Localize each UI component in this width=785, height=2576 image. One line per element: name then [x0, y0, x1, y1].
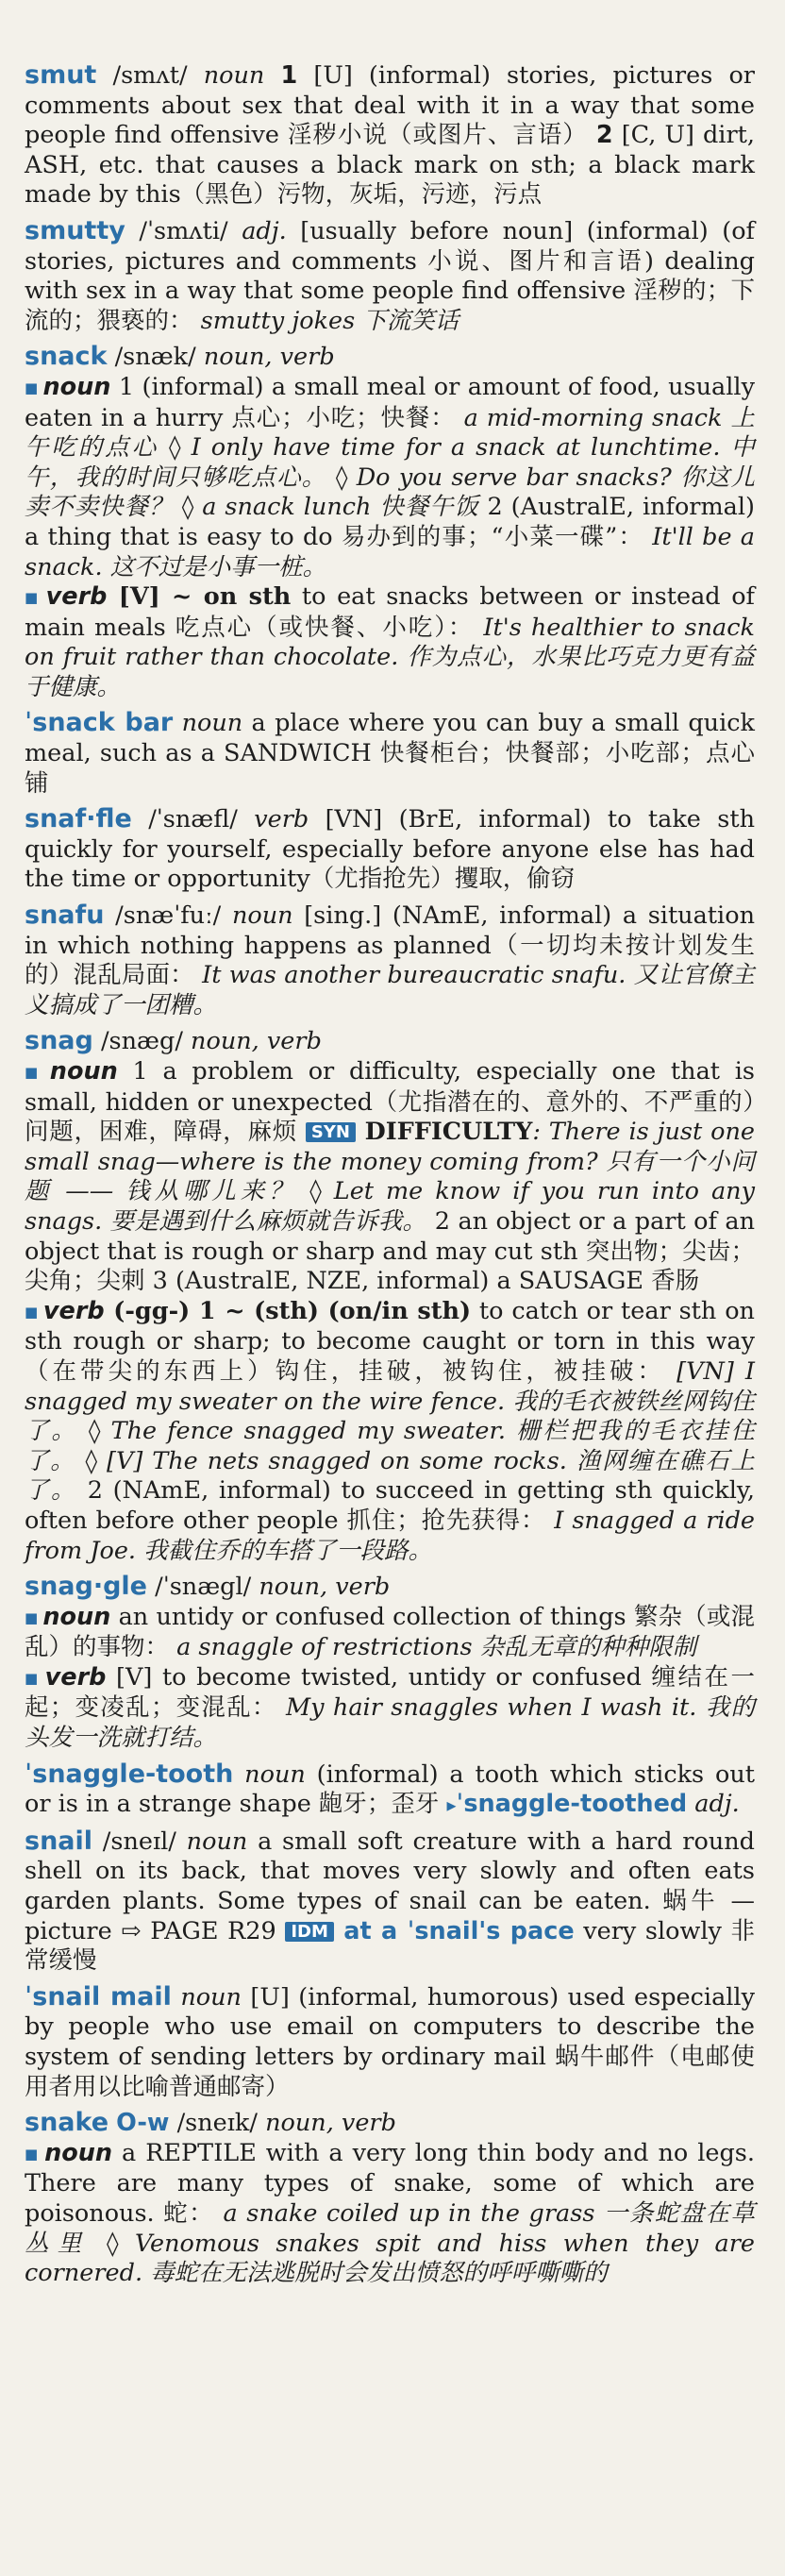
noun-section — [25, 1057, 755, 1297]
part-of-speech: adj. — [242, 216, 287, 245]
definition: 2 (NAmE, informal) to succeed in getting sth quickly, often before other people 抓住；抢先获得： — [25, 1476, 755, 1535]
part-of-speech: adj. — [687, 1790, 740, 1819]
definition: to eat snacks between or instead of main meals 吃点心（或快餐、小吃）： — [25, 582, 755, 642]
entry-snaggle — [25, 1572, 755, 1754]
pos-label: noun — [44, 2138, 113, 2167]
grammar-pattern: [V] ~ on sth — [107, 582, 292, 612]
pronunciation: /ˈsnæfl/ — [131, 805, 255, 834]
pos-label: verb — [42, 1296, 105, 1325]
square-bullet-icon: ■ — [25, 1608, 39, 1626]
square-bullet-icon: ■ — [25, 1064, 45, 1081]
verb-section — [25, 1297, 755, 1566]
example: a mid-morning snack 上午吃的点心 ◊ I only have time for a snack at lunchtime. 中午，我的时间只够吃点心。 ◊ Do you serve bar snacks? 你这儿卖不卖快餐？ ◊ a snack lunch 快餐午饭 — [25, 403, 755, 522]
square-bullet-icon: ■ — [25, 589, 42, 607]
pronunciation: /sneɪl/ — [92, 1827, 187, 1856]
part-of-speech: noun — [180, 1982, 242, 2012]
example: [VN] I snagged my sweater on the wire fence. 我的毛衣被铁丝网钩住了。 ◊ The fence snagged my sweater. 栅栏把我的毛衣挂住了。 ◊ [V] The nets snagged on some rocks. 渔网缠在礁石上了。 — [25, 1356, 755, 1506]
definition: 1 a problem or difficulty, especially one that is small, hidden or unexpected（尤指潜在的、意外的、不严重的）问题，困难，障碍，麻烦 — [25, 1057, 755, 1147]
definition: a place where you can buy a small quick meal, such as a SANDWICH 快餐柜台；快餐部；小吃部；点心铺 — [25, 709, 755, 798]
noun-section — [25, 2139, 755, 2289]
square-bullet-icon: ■ — [25, 1669, 41, 1687]
definition: [usually before noun] (informal) (of stories, pictures and comments 小说、图片和言语) dealing with sex in a way that some people find offensive 淫秽的；下流的；猥亵的： — [25, 216, 755, 335]
part-of-speech: noun, verb — [203, 343, 335, 372]
headword: snaf·fle — [25, 804, 132, 834]
example: It'll be a snack. 这不过是小事一桩。 — [25, 522, 756, 581]
example: smutty jokes 下流笑话 — [192, 306, 459, 335]
pronunciation: /smʌt/ — [96, 61, 204, 90]
entry-snag — [25, 1026, 755, 1566]
definition: very slowly 非常缓慢 — [25, 1916, 755, 1976]
entry-snail — [25, 1827, 755, 1977]
definition: to catch or tear sth on sth rough or sharp; to become caught or torn in this way（在带尖的东西上）钩住，挂破，被钩住，被挂破： — [25, 1296, 755, 1386]
example: It's healthier to snack on fruit rather than chocolate. 作为点心，水果比巧克力更有益于健康。 — [25, 613, 755, 701]
derivative-arrow-icon: ▸ — [446, 1793, 457, 1817]
syn-badge: SYN — [306, 1122, 356, 1142]
pos-label: verb — [44, 1662, 107, 1692]
pos-label: verb — [45, 582, 108, 612]
definition: 2 (AustralE, informal) a thing that is easy to do 易办到的事；“小菜一碟”： — [25, 493, 755, 551]
part-of-speech: noun, verb — [191, 1027, 322, 1056]
headword: snag — [25, 1026, 93, 1056]
derivative: ˈsnaggle-toothed — [456, 1790, 688, 1819]
example: a snaggle of restrictions 杂乱无章的种种限制 — [169, 1633, 697, 1662]
grammar-pattern: (-gg-) 1 ~ (sth) (on/in sth) — [104, 1296, 472, 1325]
pronunciation: /snæk/ — [107, 343, 204, 372]
synonym: DIFFICULTY — [355, 1118, 533, 1147]
part-of-speech: noun, verb — [259, 1573, 391, 1602]
entry-snaffle — [25, 804, 755, 895]
entry-snail-mail — [25, 1982, 755, 2102]
definition: [V] to become twisted, untidy or confused 缠结在一起；变凌乱；变混乱： — [25, 1662, 755, 1723]
definition: 1 (informal) a small meal or amount of food, usually eaten in a hurry 点心；小吃；快餐： — [25, 372, 755, 432]
noun-section — [25, 1603, 755, 1663]
definition: (informal) a tooth which sticks out or is in a strange shape 龅牙；歪牙 — [25, 1759, 755, 1819]
headword: snack — [25, 342, 108, 372]
definition: a small soft creature with a hard round shell on its back, that moves very slowly and often eats garden plants. Some types of snail can be eaten. 蜗牛 — picture ⇨ PAGE R29 — [25, 1827, 755, 1945]
square-bullet-icon: ■ — [25, 379, 39, 396]
definition: [sing.] (NAmE, informal) a situation in which nothing happens as planned（一切均未按计划发生的）混乱局面： — [25, 901, 755, 990]
part-of-speech: noun — [244, 1759, 306, 1789]
definition: [C, U] dirt, ASH, etc. that causes a black mark on sth; a black mark made by this（黑色）污物，灰垢，污迹，污点 — [25, 121, 756, 210]
example: It was another bureaucratic snafu. 又让官僚主义搞成了一团糟。 — [25, 961, 755, 1019]
pronunciation: /snæˈfuː/ — [104, 901, 232, 931]
definition: an untidy or confused collection of things 繁杂（或混乱）的事物： — [25, 1602, 755, 1662]
part-of-speech: noun — [231, 901, 293, 931]
idiom: at a ˈsnail's pace — [333, 1916, 575, 1945]
headword: smut — [25, 60, 97, 90]
part-of-speech: noun — [186, 1827, 248, 1856]
pos-label: noun — [42, 1602, 111, 1631]
headword: ˈsnack bar — [25, 708, 174, 738]
definition: 3 (AustralE, NZE, informal) a SAUSAGE 香肠 — [144, 1267, 700, 1296]
verb-section — [25, 1663, 755, 1754]
square-bullet-icon: ■ — [25, 1303, 39, 1321]
example: I snagged a ride from Joe. 我截住乔的车搭了一段路。 — [25, 1506, 755, 1565]
pronunciation: /sneɪk/ — [169, 2109, 266, 2138]
sense-number: 2 — [595, 121, 613, 150]
example: : There is just one small snag—where is the money coming from? 只有一个小问题 —— 钱从哪儿来？ ◊ Let me know if you run into any snags. 要是遇到什么麻烦就告诉我。 — [25, 1118, 756, 1236]
part-of-speech: noun — [203, 61, 265, 90]
headword: smutty — [25, 215, 125, 245]
pos-label: noun — [49, 1057, 118, 1086]
example: a snake coiled up in the grass 一条蛇盘在草丛里 ◊ Venomous snakes spit and hiss when they are cornered. 毒蛇在无法逃脱时会发出愤怒的呼呼嘶嘶的 — [25, 2198, 755, 2288]
headword: snake — [25, 2108, 109, 2138]
entry-snack — [25, 342, 755, 702]
definition: [U] (informal) stories, pictures or comments about sex that deal with it in a way that some people find offensive 淫秽小说（或图片、言语） — [25, 61, 755, 150]
key-icon: O-w — [116, 2109, 170, 2138]
noun-section — [25, 373, 755, 582]
sense-number: 1 — [280, 61, 298, 90]
example: My hair snaggles when I wash it. 我的头发一洗就打结。 — [25, 1693, 755, 1753]
definition: a REPTILE with a very long thin body and no legs. There are many types of snake, some of which are poisonous. 蛇： — [25, 2138, 755, 2228]
headword: ˈsnail mail — [25, 1981, 172, 2012]
pos-label: noun — [42, 372, 111, 401]
pronunciation: /ˈsmʌti/ — [125, 216, 242, 245]
verb-section — [25, 582, 755, 702]
part-of-speech: verb — [254, 805, 309, 834]
headword: snail — [25, 1826, 93, 1856]
pronunciation: /snæg/ — [92, 1027, 192, 1056]
part-of-speech: noun, verb — [265, 2109, 396, 2138]
pronunciation: /ˈsnægl/ — [147, 1573, 259, 1602]
entry-snaggle-tooth — [25, 1759, 755, 1821]
definition: 2 an object or a part of an object that is rough or sharp and may cut sth 突出物；尖齿；尖角；尖刺 — [25, 1206, 755, 1296]
definition: [VN] (BrE, informal) to take sth quickly for yourself, especially before anyone else has had the time or opportunity（尤指抢先）攫取，偷窃 — [25, 805, 755, 894]
square-bullet-icon: ■ — [25, 2145, 41, 2163]
entry-snafu — [25, 901, 755, 1020]
idm-badge: IDM — [285, 1922, 334, 1942]
headword: snafu — [25, 901, 105, 931]
part-of-speech: noun — [181, 709, 243, 738]
headword: ˈsnaggle-tooth — [25, 1759, 234, 1789]
entry-smut — [25, 60, 755, 210]
entry-snack-bar — [25, 708, 755, 799]
definition: [U] (informal, humorous) used especially by people who use email on computers to describe the system of sending letters by ordinary mail 蜗牛邮件（电邮使用者用以比喻普通邮寄） — [25, 1982, 755, 2101]
headword: snag·gle — [25, 1572, 147, 1602]
entry-snake — [25, 2108, 755, 2289]
entry-smutty — [25, 216, 755, 336]
